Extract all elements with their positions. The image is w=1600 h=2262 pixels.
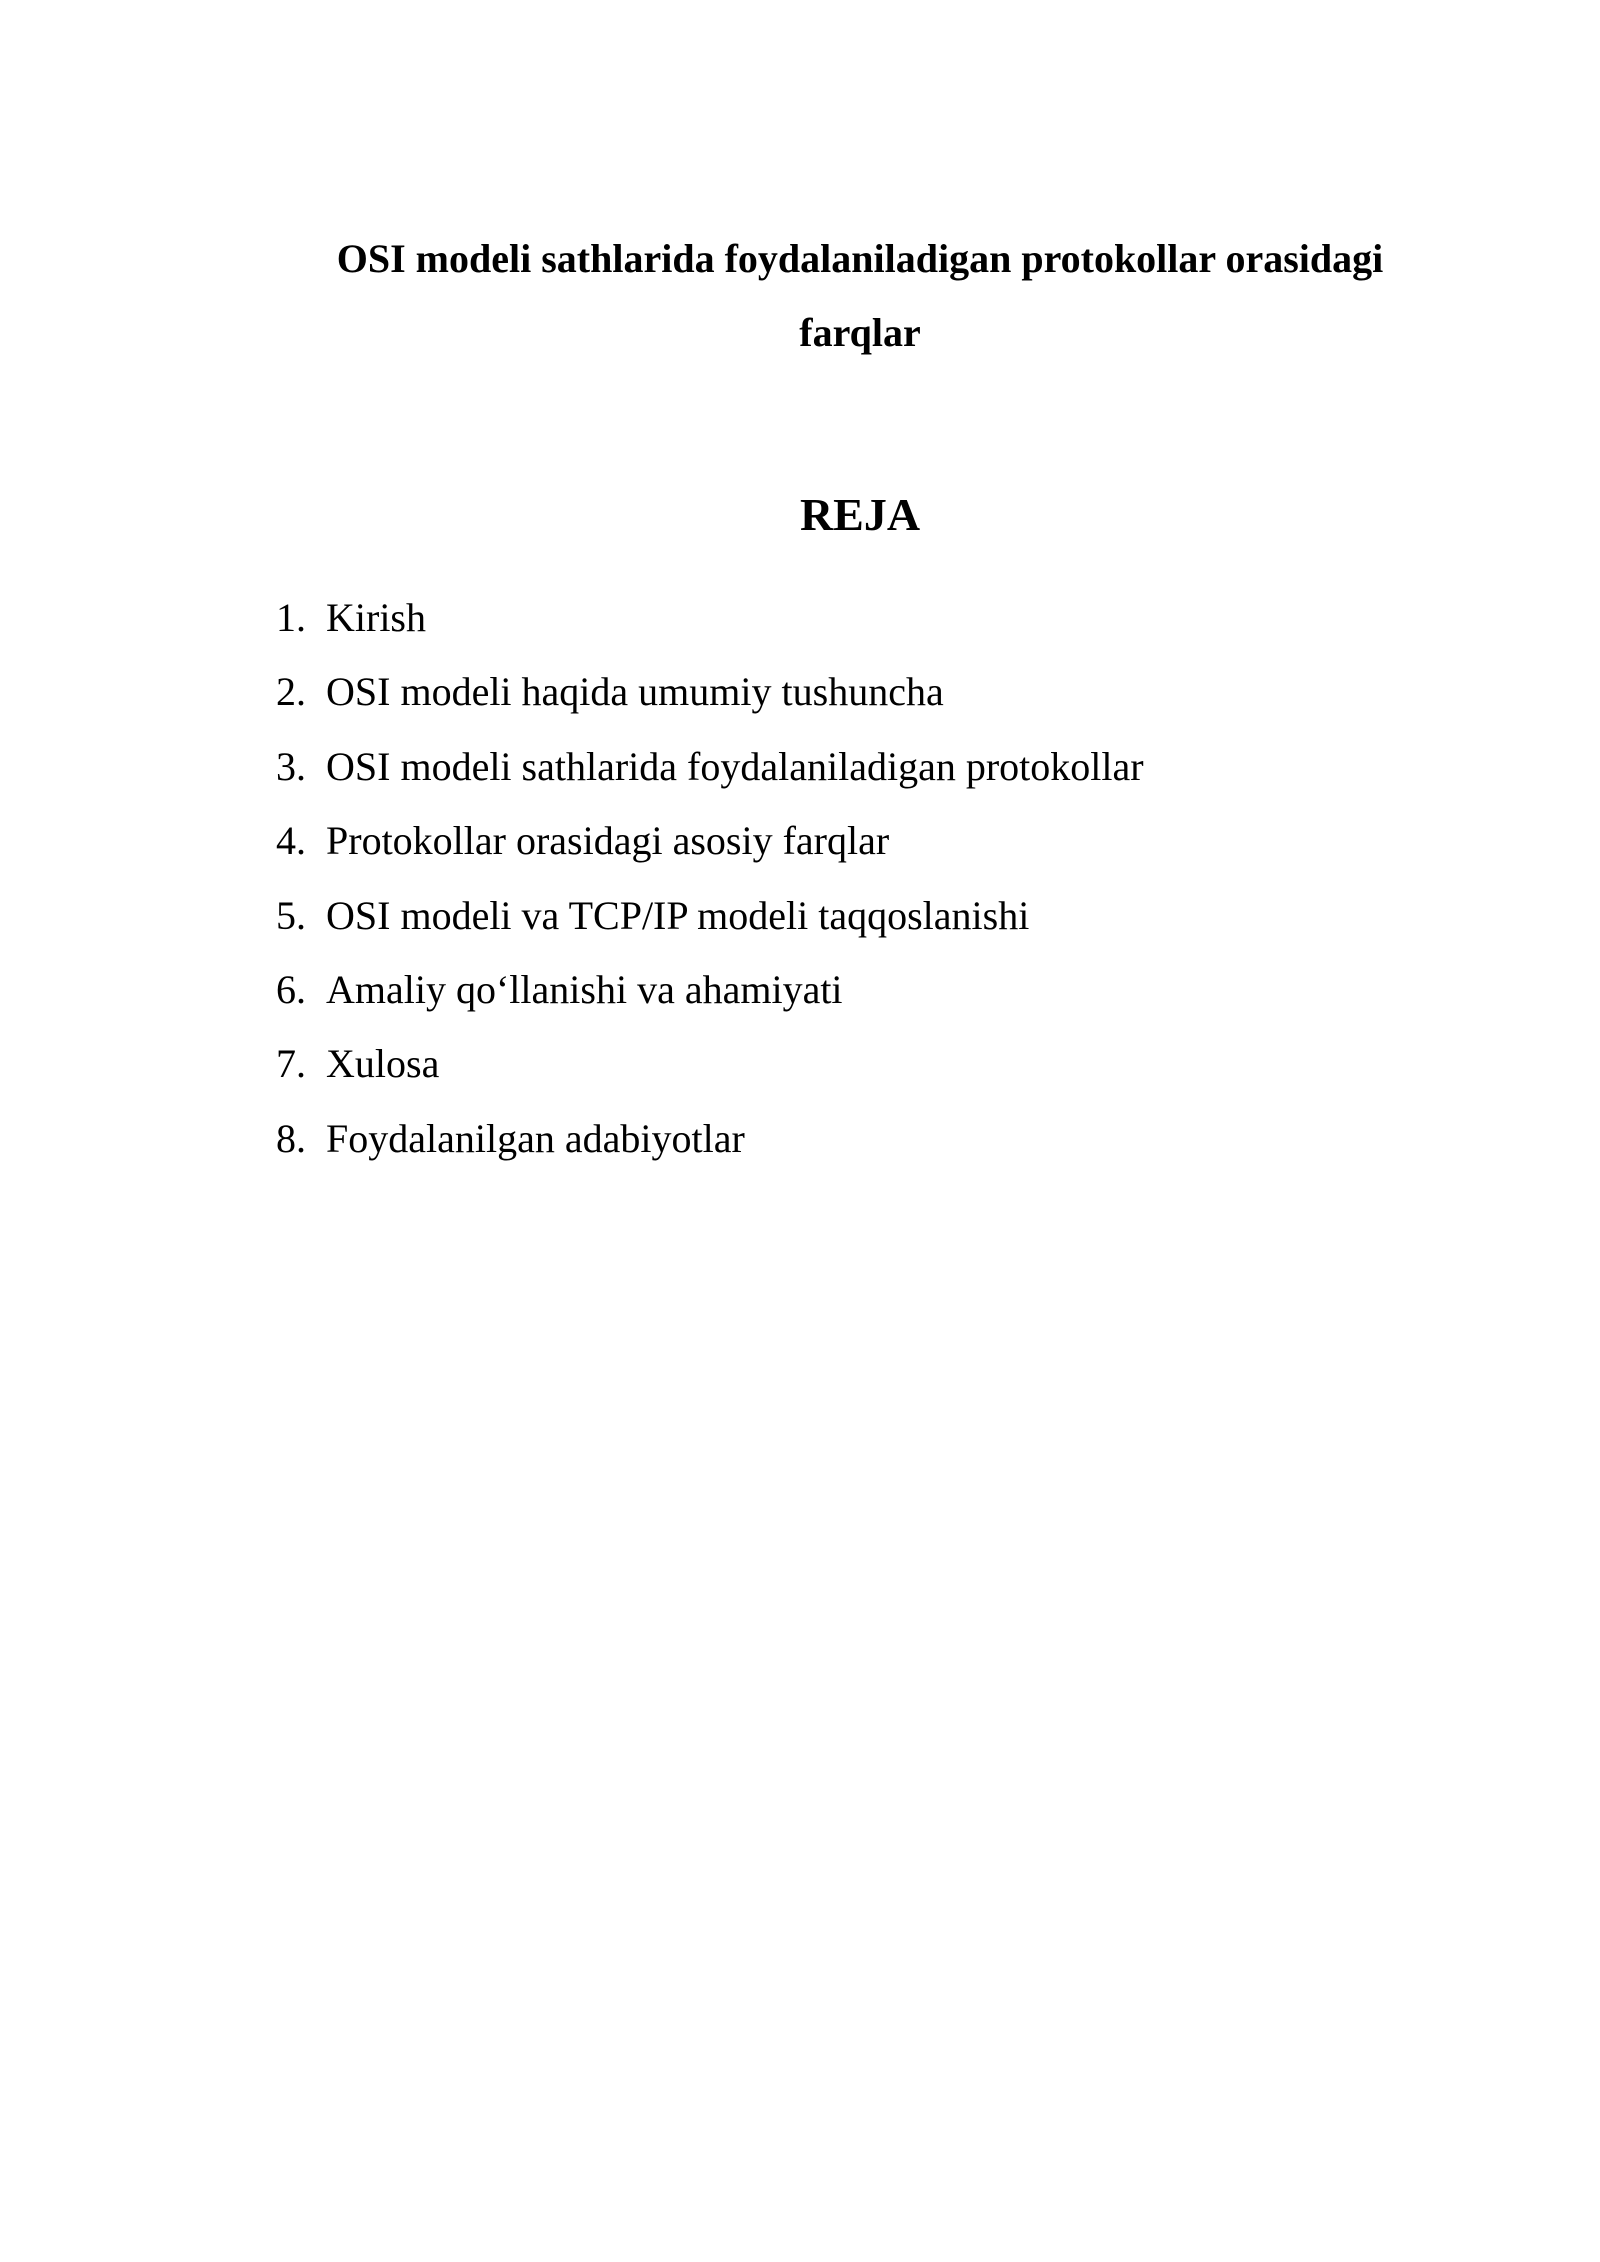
plan-item [276, 1027, 1144, 1101]
document-title [250, 222, 1470, 370]
plan-item-number: 1. [276, 595, 306, 640]
plan-item-text: OSI modeli va TCP/IP modeli taqqoslanishi [326, 892, 1030, 938]
plan-item [276, 879, 1144, 953]
plan-item [276, 655, 1144, 729]
plan-item-number: 8. [276, 1115, 306, 1161]
plan-item-number: 6. [276, 966, 306, 1012]
plan-item-text: Xulosa [326, 1041, 440, 1087]
plan-item-number: 3. [276, 743, 306, 789]
plan-heading: REJA [799, 489, 921, 540]
plan-item [276, 804, 1144, 878]
plan-item [276, 581, 1144, 655]
plan-item-text: OSI modeli haqida umumiy tushuncha [326, 669, 944, 715]
plan-item-number: 4. [276, 818, 306, 864]
plan-item-text: Foydalanilgan adabiyotlar [326, 1115, 745, 1161]
plan-item [276, 1102, 1144, 1176]
document-title-line-1: OSI modeli sathlarida foydalaniladigan protokollar orasidagi [336, 236, 1384, 281]
plan-item [276, 730, 1144, 804]
plan-item [276, 953, 1144, 1027]
plan-item-text: Kirish [326, 595, 426, 640]
plan-item-text: Protokollar orasidagi asosiy farqlar [326, 818, 890, 864]
plan-item-number: 7. [276, 1041, 306, 1087]
plan-item-text: OSI modeli sathlarida foydalaniladigan protokollar [326, 743, 1144, 789]
plan-item-text: Amaliy qo‘llanishi va ahamiyati [326, 966, 843, 1012]
plan-list [276, 581, 1144, 1176]
plan-item-number: 5. [276, 892, 306, 938]
plan-item-number: 2. [276, 669, 306, 715]
document-title-line-2: farqlar [799, 310, 921, 355]
